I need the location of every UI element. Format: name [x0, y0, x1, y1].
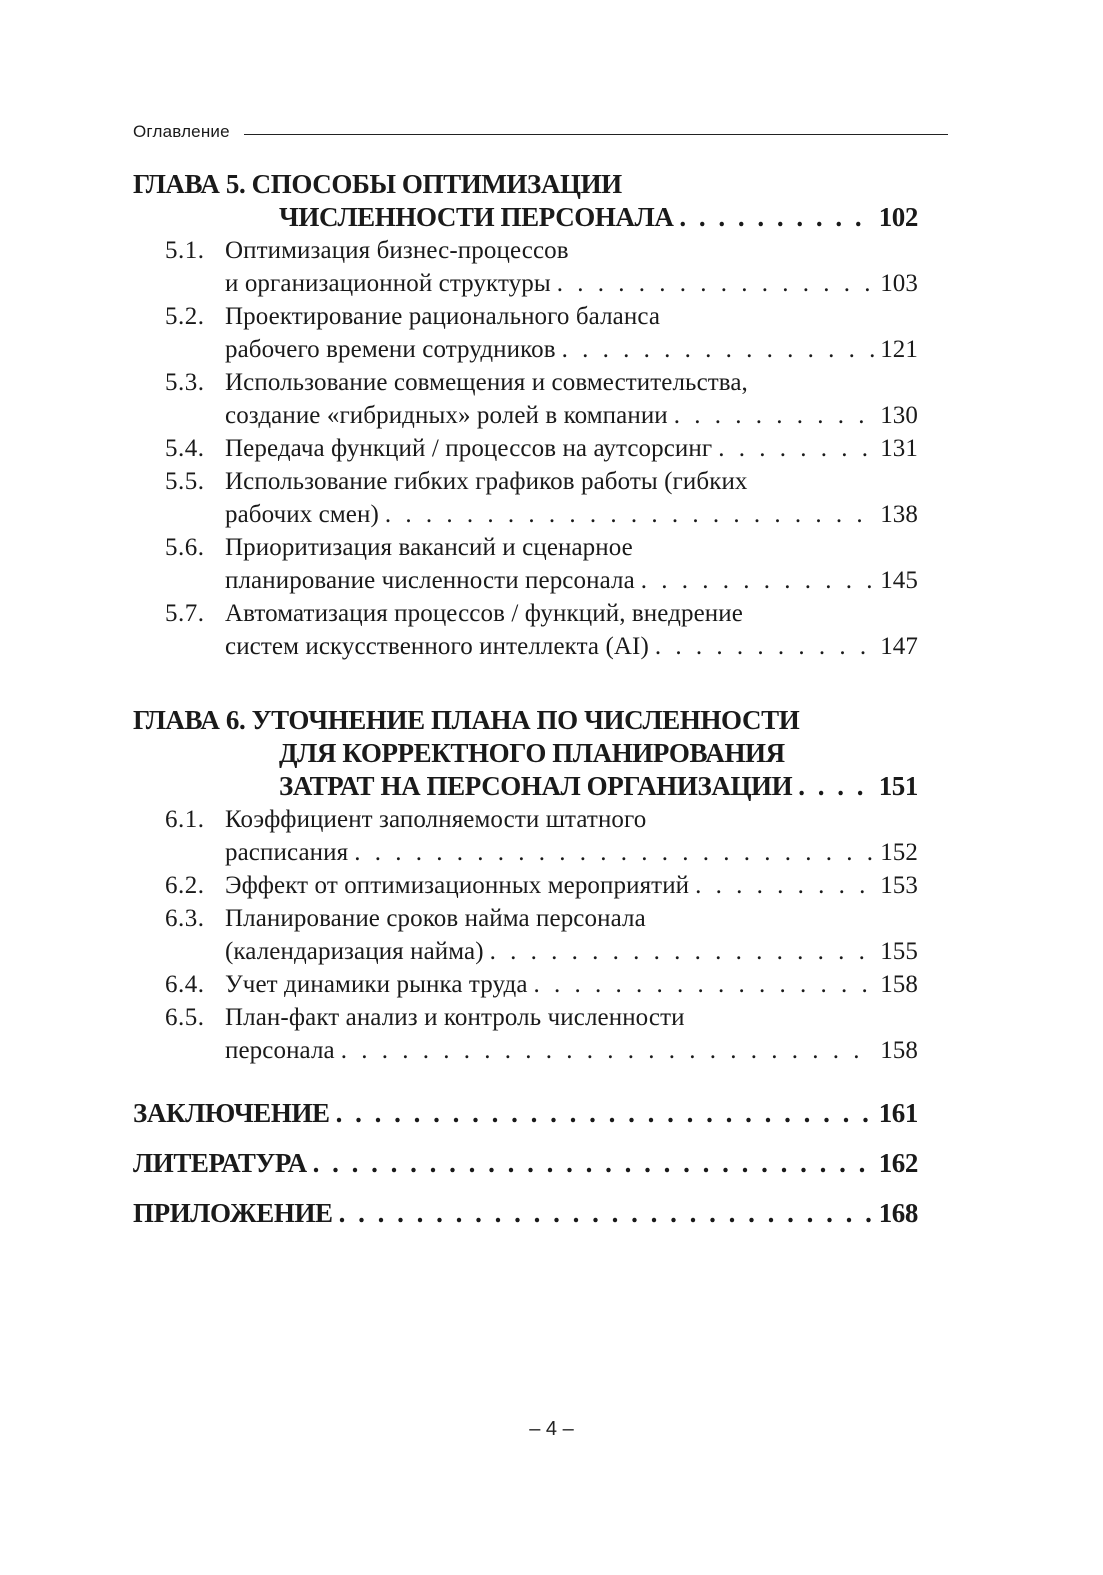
dot-leader — [385, 498, 874, 531]
dot-leader — [336, 1097, 873, 1130]
section-title: расписания — [225, 839, 349, 866]
chapter-title-line — [133, 704, 918, 737]
section-title: (календаризация найма) — [225, 938, 484, 965]
dot-leader — [562, 333, 875, 366]
toc-entry-line — [133, 1097, 918, 1130]
spacer — [133, 663, 918, 704]
section-number: 5.3. — [165, 369, 205, 396]
page-number: 153 — [880, 872, 918, 899]
page-number: 102 — [878, 202, 918, 232]
chapter-title-line — [133, 201, 918, 234]
toc-section-6-3 — [133, 902, 918, 968]
section-title: рабочего времени сотрудников — [225, 336, 556, 363]
section-title: Проектирование рационального баланса — [225, 303, 661, 330]
chapter-title-line — [133, 770, 918, 803]
dot-leader — [718, 432, 874, 465]
section-number: 5.7. — [165, 600, 205, 627]
toc-section-5-1 — [133, 234, 918, 300]
section-line — [133, 1001, 918, 1034]
page-number: 152 — [880, 839, 918, 866]
section-number: 6.5. — [165, 1004, 205, 1031]
dot-leader — [641, 564, 874, 597]
section-number: 6.3. — [165, 905, 205, 932]
toc-literature — [133, 1147, 918, 1180]
section-line — [133, 630, 918, 663]
section-title: и организационной структуры — [225, 270, 551, 297]
page-number: 161 — [878, 1098, 918, 1128]
section-number: 5.5. — [165, 468, 205, 495]
section-title: Планирование сроков найма персонала — [225, 905, 646, 932]
chapter-title: ГЛАВА 5. СПОСОБЫ ОПТИМИЗАЦИИ — [133, 169, 622, 199]
running-header — [133, 118, 948, 142]
section-title: систем искусственного интеллекта (AI) — [225, 633, 649, 660]
page-number: 162 — [878, 1148, 918, 1178]
section-line — [133, 333, 918, 366]
spacer — [133, 1180, 918, 1197]
section-title: План-факт анализ и контроль численности — [225, 1004, 685, 1031]
dot-leader — [674, 399, 874, 432]
toc-appendix — [133, 1197, 918, 1230]
chapter-title: ЧИСЛЕННОСТИ ПЕРСОНАЛА — [279, 202, 674, 232]
section-title: Автоматизация процессов / функций, внедрение — [225, 600, 743, 627]
toc-section-5-2 — [133, 300, 918, 366]
table-of-contents — [133, 168, 918, 1230]
spacer — [133, 1130, 918, 1147]
toc-section-6-4 — [133, 968, 918, 1001]
page-number: 168 — [878, 1198, 918, 1228]
section-line — [133, 267, 918, 300]
dot-leader — [695, 869, 874, 902]
page-number: 147 — [880, 633, 918, 660]
section-number: 6.2. — [165, 872, 205, 899]
toc-section-5-7 — [133, 597, 918, 663]
toc-entry-line — [133, 1197, 918, 1230]
section-line — [133, 869, 918, 902]
page-number: 130 — [880, 402, 918, 429]
entry-title: ЛИТЕРАТУРА — [133, 1148, 307, 1178]
section-line — [133, 432, 918, 465]
section-number: 5.2. — [165, 303, 205, 330]
chapter-title: ДЛЯ КОРРЕКТНОГО ПЛАНИРОВАНИЯ — [279, 738, 785, 768]
section-number: 5.1. — [165, 237, 205, 264]
page-number: 121 — [880, 336, 918, 363]
section-line — [133, 968, 918, 1001]
dot-leader — [679, 201, 872, 234]
section-line — [133, 234, 918, 267]
section-number: 5.4. — [165, 435, 205, 462]
section-line — [133, 366, 918, 399]
toc-section-5-4 — [133, 432, 918, 465]
page-number: 103 — [880, 270, 918, 297]
dot-leader — [490, 935, 875, 968]
section-number: 5.6. — [165, 534, 205, 561]
page-number: 138 — [880, 501, 918, 528]
dot-leader — [655, 630, 874, 663]
toc-section-6-1 — [133, 803, 918, 869]
section-line — [133, 399, 918, 432]
section-title: рабочих смен) — [225, 501, 379, 528]
toc-chapter-5 — [133, 168, 918, 234]
section-title: Приоритизация вакансий и сценарное — [225, 534, 633, 561]
section-title: Использование гибких графиков работы (гибких — [225, 468, 748, 495]
section-title: Учет динамики рынка труда — [225, 971, 528, 998]
entry-title: ЗАКЛЮЧЕНИЕ — [133, 1098, 330, 1128]
toc-section-5-6 — [133, 531, 918, 597]
section-title: Использование совмещения и совместительства, — [225, 369, 748, 396]
chapter-title: ЗАТРАТ НА ПЕРСОНАЛ ОРГАНИЗАЦИИ — [279, 771, 793, 801]
section-title: персонала — [225, 1037, 335, 1064]
section-line — [133, 1034, 918, 1067]
section-line — [133, 498, 918, 531]
section-title: Передача функций / процессов на аутсорсинг — [225, 435, 713, 462]
toc-section-6-2 — [133, 869, 918, 902]
dot-leader — [798, 770, 872, 803]
section-line — [133, 836, 918, 869]
page-number: 158 — [880, 1037, 918, 1064]
section-title: Эффект от оптимизационных мероприятий — [225, 872, 690, 899]
dot-leader — [339, 1197, 873, 1230]
section-title: Коэффициент заполняемости штатного — [225, 806, 647, 833]
section-line — [133, 803, 918, 836]
page-number: 158 — [880, 971, 918, 998]
section-line — [133, 902, 918, 935]
section-title: планирование численности персонала — [225, 567, 635, 594]
section-title: создание «гибридных» ролей в компании — [225, 402, 668, 429]
entry-title: ПРИЛОЖЕНИЕ — [133, 1198, 333, 1228]
page-number: 131 — [880, 435, 918, 462]
section-line — [133, 564, 918, 597]
toc-section-5-3 — [133, 366, 918, 432]
section-line — [133, 597, 918, 630]
chapter-title-line — [133, 168, 918, 201]
page-number: 145 — [880, 567, 918, 594]
toc-section-5-5 — [133, 465, 918, 531]
section-number: 6.1. — [165, 806, 205, 833]
dot-leader — [557, 267, 874, 300]
section-title: Оптимизация бизнес-процессов — [225, 237, 569, 264]
section-line — [133, 465, 918, 498]
dot-leader — [341, 1034, 874, 1067]
toc-section-6-5 — [133, 1001, 918, 1067]
toc-entry-line — [133, 1147, 918, 1180]
chapter-title: ГЛАВА 6. УТОЧНЕНИЕ ПЛАНА ПО ЧИСЛЕННОСТИ — [133, 705, 800, 735]
chapter-title-line — [133, 737, 918, 770]
toc-chapter-6 — [133, 704, 918, 803]
header-rule — [244, 134, 948, 135]
section-number: 6.4. — [165, 971, 205, 998]
dot-leader — [534, 968, 875, 1001]
dot-leader — [313, 1147, 873, 1180]
section-line — [133, 300, 918, 333]
dot-leader — [354, 836, 874, 869]
running-header-title: Оглавление — [133, 122, 230, 141]
page-number: 151 — [878, 771, 918, 801]
section-line — [133, 531, 918, 564]
section-line — [133, 935, 918, 968]
footer-page-number: – 4 – — [529, 1418, 574, 1440]
toc-conclusion — [133, 1097, 918, 1130]
page-number: 155 — [880, 938, 918, 965]
